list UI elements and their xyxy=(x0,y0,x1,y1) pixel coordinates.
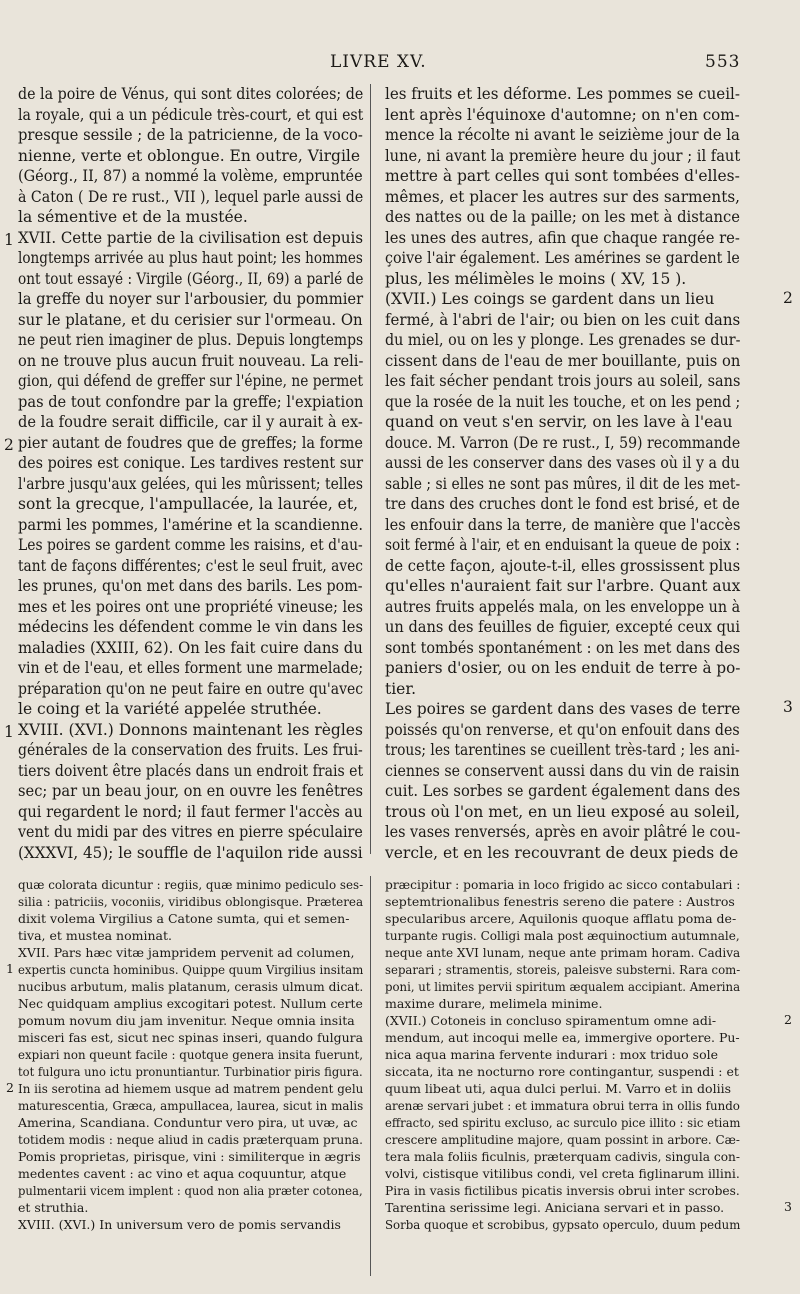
text-line: medentes cavent : ac vino et aqua coquuntur, atque xyxy=(18,1166,347,1181)
text-line: autres fruits appelés mala, on les enveloppe un à xyxy=(385,597,741,616)
text-line: cuit. Les sorbes se gardent également dans des xyxy=(385,782,741,800)
text-line: Amerina, Scandiana. Conduntur vero pira, ut uvæ, ac xyxy=(18,1115,358,1130)
text-line: la greffe du noyer sur l'arbousier, du pommier xyxy=(18,290,364,308)
text-line: les fruits et les déforme. Les pommes se cueil- xyxy=(385,85,740,103)
text-line: maladies (XXIII, 62). On les fait cuire dans du xyxy=(18,638,363,657)
section-number-mark: 2 xyxy=(783,289,793,307)
text-line: douce. M. Varron (De re rust., I, 59) recommande xyxy=(385,433,741,452)
text-line: misceri fas est, sicut nec spinas inseri, quando fulgura xyxy=(18,1030,364,1045)
text-line: des nattes ou de la paille; on les met à distance xyxy=(385,208,741,226)
text-line: In iis serotina ad hiemem usque ad matrem pendent gelu xyxy=(18,1081,364,1096)
text-line: maturescentia, Græca, ampullacea, laurea, sicut in malis xyxy=(18,1098,364,1113)
text-line: mes et les poires ont une propriété vineuse; les xyxy=(18,597,363,616)
text-line: vent du midi par des vitres en pierre spéculaire xyxy=(18,823,363,841)
text-line: plus, les mélimèles le moins ( XV, 15 ). xyxy=(385,269,687,288)
text-line: (XXXVI, 45); le souffle de l'aquilon ride aussi xyxy=(18,843,363,862)
text-line: expiari non queunt facile : quotque genera insita fuerunt, xyxy=(18,1047,363,1062)
column-rule-french xyxy=(370,84,371,854)
text-line: de cette façon, ajoute-t-il, elles grossissent plus xyxy=(385,556,741,575)
text-line: qui regardent le nord; il faut fermer l'accès au xyxy=(18,802,363,821)
text-line: effracto, sed spiritu excluso, ac surculo pice illito : sic etiam xyxy=(385,1115,741,1130)
text-line: vin et de l'eau, et elles forment une marmelade; xyxy=(18,659,364,677)
text-line: médecins les défendent comme le vin dans les xyxy=(18,618,364,636)
text-line: Pira in vasis fictilibus picatis inversis obrui inter scrobes. xyxy=(385,1183,740,1198)
text-line: trous où l'on met, en un lieu exposé au soleil, xyxy=(385,802,741,821)
text-line: des poires est conique. Les tardives restent sur xyxy=(18,454,364,472)
column-rule-latin xyxy=(370,876,371,1276)
running-title: LIVRE XV. xyxy=(330,52,427,72)
text-line: lune, ni avant la première heure du jour ; il faut xyxy=(385,146,741,165)
text-line: poni, ut limites pervii spiritum æqualem accipiant. Amerina xyxy=(385,979,741,994)
text-line: trous; les tarentines se cueillent très-tard ; les ani- xyxy=(385,741,740,759)
text-line: Sorba quoque et scrobibus, gypsato operculo, duum pedum xyxy=(385,1217,741,1232)
text-line: poissés qu'on renverse, et qu'on enfouit dans des xyxy=(385,720,740,739)
text-line: neque ante XVI lunam, neque ante primam horam. Cadiva xyxy=(385,945,741,960)
text-line: on ne trouve plus aucun fruit nouveau. La reli- xyxy=(18,351,364,370)
text-line: mendum, aut incoqui melle ea, immergive oportere. Pu- xyxy=(385,1030,740,1045)
text-line: pomum novum diu jam invenitur. Neque omnia insita xyxy=(18,1013,355,1028)
text-line: tier. xyxy=(385,679,416,698)
text-line: les vases renversés, après en avoir plâtré le cou- xyxy=(385,823,741,841)
text-line: un dans des feuilles de figuier, excepté ceux qui xyxy=(385,618,741,636)
text-line: tant de façons différentes; c'est le seul fruit, avec xyxy=(18,556,363,575)
text-line: nucibus arbutum, malis platanum, cerasis ulmum dicat. xyxy=(18,979,364,994)
section-number-mark: 3 xyxy=(783,698,793,716)
section-number-mark: 2 xyxy=(784,1012,792,1027)
text-line: de la poire de Vénus, qui sont dites colorées; de xyxy=(18,85,364,103)
text-line: specularibus arcere, Aquilonis quoque afflatu poma de- xyxy=(385,911,737,926)
text-line: mêmes, et placer les autres sur des sarments, xyxy=(385,187,740,206)
text-line: Pomis proprietas, pirisque, vini : similiterque in ægris xyxy=(18,1149,361,1164)
text-line: çoive l'air également. Les amérines se gardent le xyxy=(385,249,740,267)
text-line: fermé, à l'abri de l'air; ou bien on les cuit dans xyxy=(385,310,741,329)
text-line: tiva, et mustea nominat. xyxy=(18,928,172,943)
text-line: nica aqua marina fervente indurari : mox triduo sole xyxy=(385,1047,719,1062)
text-line: les prunes, qu'on met dans des barils. Les pom- xyxy=(18,577,363,595)
text-line: Les poires se gardent comme les raisins, et d'au- xyxy=(18,536,363,554)
text-line: XVII. Cette partie de la civilisation est depuis xyxy=(18,228,364,247)
text-line: nienne, verte et oblongue. En outre, Virgile xyxy=(18,146,361,165)
text-line: tot fulgura uno ictu pronuntiantur. Turbinatior piris figura. xyxy=(18,1064,363,1079)
text-line: que la rosée de la nuit les touche, et on les pend ; xyxy=(385,392,741,411)
text-line: gion, qui défend de greffer sur l'épine, ne permet xyxy=(18,372,363,390)
text-line: quand on veut s'en servir, on les lave à l'eau xyxy=(385,413,733,431)
text-line: les unes des autres, afin que chaque rangée re- xyxy=(385,228,740,247)
text-line: aussi de les conserver dans des vases où il y a du xyxy=(385,454,740,472)
text-line: préparation qu'on ne peut faire en outre qu'avec xyxy=(18,679,364,698)
text-line: pulmentarii vicem implent : quod non alia præter cotonea, xyxy=(18,1183,363,1198)
text-line: les fait sécher pendant trois jours au soleil, sans xyxy=(385,372,741,390)
text-line: tre dans des cruches dont le fond est brisé, et de xyxy=(385,495,740,513)
text-line: separari ; stramentis, storeis, paleisve substerni. Rara com- xyxy=(385,962,741,977)
text-line: Nec quidquam amplius excogitari potest. Nullum certe xyxy=(18,996,363,1011)
text-line: præcipitur : pomaria in loco frigido ac sicco contabulari : xyxy=(385,877,741,892)
text-line: générales de la conservation des fruits. Les frui- xyxy=(18,741,363,759)
text-line: ne peut rien imaginer de plus. Depuis longtemps xyxy=(18,331,364,349)
text-line: Les poires se gardent dans des vases de terre xyxy=(385,700,741,718)
text-line: totidem modis : neque aliud in cadis præterquam pruna. xyxy=(18,1132,363,1147)
section-number-mark: 2 xyxy=(4,436,14,454)
text-line: (XVII.) Cotoneis in concluso spiramentum omne adi- xyxy=(385,1013,717,1028)
text-line: longtemps arrivée au plus haut point; les hommes xyxy=(18,249,363,267)
section-number-mark: 2 xyxy=(6,1080,14,1095)
text-line: ont tout essayé : Virgile (Géorg., II, 69) a parlé de xyxy=(18,269,364,288)
text-line: et struthia. xyxy=(18,1200,89,1215)
text-line: lent après l'équinoxe d'automne; on n'en com- xyxy=(385,105,740,124)
text-line: siccata, ita ne nocturno rore contingantur, suspendi : et xyxy=(385,1064,739,1079)
section-number-mark: 1 xyxy=(4,723,14,741)
text-line: mettre à part celles qui sont tombées d'elles- xyxy=(385,167,740,185)
text-line: les enfouir dans la terre, de manière que l'accès xyxy=(385,515,741,534)
text-line: sec; par un beau jour, on en ouvre les fenêtres xyxy=(18,782,364,800)
text-line: pier autant de foudres que de greffes; la forme xyxy=(18,433,364,452)
text-line: parmi les pommes, l'amérine et la scandienne. xyxy=(18,515,364,534)
text-line: sont tombés spontanément : on les met dans des xyxy=(385,638,741,657)
text-line: (XVII.) Les coings se gardent dans un lieu xyxy=(385,290,715,308)
text-line: le coing et la variété appelée struthée. xyxy=(18,700,322,718)
text-line: à Caton ( De re rust., VII ), lequel parle aussi de xyxy=(18,187,364,206)
section-number-mark: 3 xyxy=(784,1199,792,1214)
text-line: mence la récolte ni avant le seizième jour de la xyxy=(385,126,740,144)
text-line: quæ colorata dicuntur : regiis, quæ minimo pediculo ses- xyxy=(18,877,364,892)
text-line: volvi, cistisque vitilibus condi, vel creta figlinarum illini. xyxy=(385,1166,740,1181)
text-line: Tarentina serissime legi. Aniciana servari et in passo. xyxy=(385,1200,725,1215)
text-line: soit fermé à l'air, et en enduisant la queue de poix : xyxy=(385,536,740,554)
text-line: cissent dans de l'eau de mer bouillante, puis on xyxy=(385,351,741,370)
text-line: dixit volema Virgilius a Catone sumta, qui et semen- xyxy=(18,911,350,926)
text-line: ciennes se conservent aussi dans du vin de raisin xyxy=(385,761,740,780)
text-line: sont la grecque, l'ampullacée, la laurée, et, xyxy=(18,495,359,513)
text-line: crescere amplitudine majore, quam possint in arbore. Cæ- xyxy=(385,1132,740,1147)
text-line: sur le platane, et du cerisier sur l'ormeau. On xyxy=(18,310,363,329)
text-line: XVIII. (XVI.) In universum vero de pomis servandis xyxy=(18,1217,341,1232)
text-line: XVII. Pars hæc vitæ jampridem pervenit ad columen, xyxy=(18,945,355,960)
text-line: (Géorg., II, 87) a nommé la volème, empruntée xyxy=(18,167,363,185)
text-line: paniers d'osier, ou on les enduit de terre à po- xyxy=(385,659,741,677)
text-line: qu'elles n'auraient fait sur l'arbre. Quant aux xyxy=(385,577,741,595)
text-line: tiers doivent être placés dans un endroit frais et xyxy=(18,761,364,780)
text-line: la royale, qui a un pédicule très-court, et qui est xyxy=(18,105,364,124)
text-line: XVIII. (XVI.) Donnons maintenant les règles xyxy=(18,720,363,739)
text-line: maxime durare, melimela minime. xyxy=(385,996,603,1011)
text-line: l'arbre jusqu'aux gelées, qui les mûrissent; telles xyxy=(18,474,364,493)
text-line: turpante rugis. Colligi mala post æquinoctium autumnale, xyxy=(385,928,740,943)
text-line: quum libeat uti, aqua dulci perlui. M. Varro et in doliis xyxy=(385,1081,731,1096)
text-line: la sémentive et de la mustée. xyxy=(18,208,248,226)
page-number: 553 xyxy=(705,52,741,72)
section-number-mark: 1 xyxy=(4,231,14,249)
text-line: arenæ servari jubet : et immatura obrui terra in ollis fundo xyxy=(385,1098,740,1113)
text-line: presque sessile ; de la patricienne, de la voco- xyxy=(18,126,363,144)
section-number-mark: 1 xyxy=(6,961,14,976)
text-line: pas de tout confondre par la greffe; l'expiation xyxy=(18,392,364,411)
text-line: tera mala foliis ficulnis, præterquam cadivis, singula con- xyxy=(385,1149,740,1164)
text-line: silia : patriciis, voconiis, viridibus oblongisque. Præterea xyxy=(18,894,364,909)
text-line: septemtrionalibus fenestris sereno die patere : Austros xyxy=(385,894,735,909)
text-line: de la foudre serait difficile, car il y aurait à ex- xyxy=(18,413,363,431)
text-line: vercle, et en les recouvrant de deux pieds de xyxy=(385,843,739,862)
text-line: sable ; si elles ne sont pas mûres, il dit de les met- xyxy=(385,474,741,493)
text-line: expertis cuncta hominibus. Quippe quum Virgilius insitam xyxy=(18,962,364,977)
text-line: du miel, ou on les y plonge. Les grenades se dur- xyxy=(385,331,741,349)
